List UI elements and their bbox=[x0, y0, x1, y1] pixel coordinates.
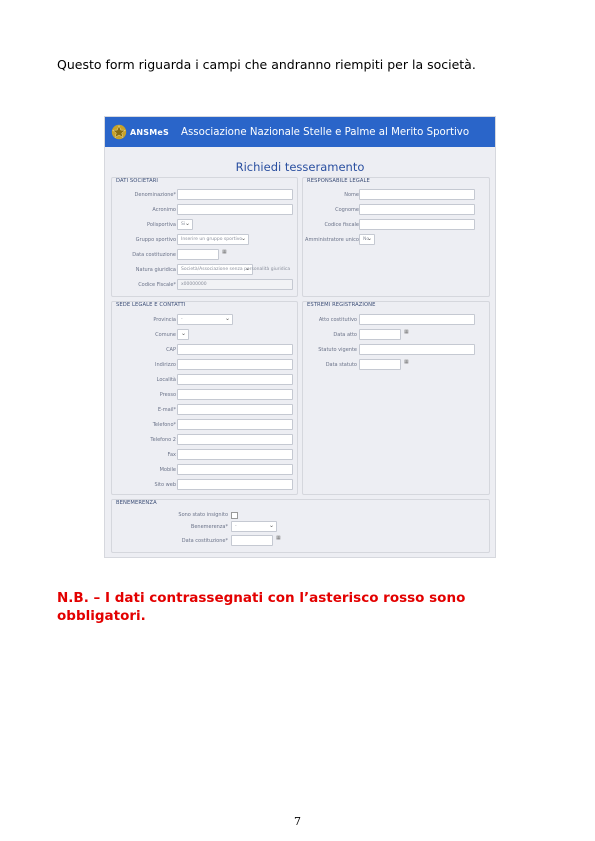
panel-responsabile-legale bbox=[302, 177, 490, 297]
field-label: Sono stato insignito bbox=[178, 512, 228, 518]
codice-fiscale-input[interactable]: x00000000 bbox=[177, 279, 293, 290]
field-label: Località bbox=[156, 377, 176, 383]
calendar-icon[interactable]: ▦ bbox=[222, 249, 227, 255]
comune-select[interactable] bbox=[177, 329, 189, 340]
panel-estremi-registrazione bbox=[302, 301, 490, 495]
nome-input[interactable] bbox=[359, 189, 475, 200]
field-label: Data costituzione bbox=[132, 252, 176, 258]
field-label: Acronimo bbox=[152, 207, 176, 213]
field-label: Amministratore unico bbox=[305, 237, 359, 243]
cap-input[interactable] bbox=[177, 344, 293, 355]
telefono-input[interactable] bbox=[177, 419, 293, 430]
field-label: Data statuto bbox=[325, 362, 357, 368]
logo bbox=[111, 124, 175, 140]
field-label: Indirizzo bbox=[155, 362, 176, 368]
form-screenshot bbox=[104, 116, 496, 558]
field-label: Benemerenza* bbox=[190, 524, 228, 530]
field-label: Fax bbox=[167, 452, 176, 458]
data-atto-input[interactable] bbox=[359, 329, 401, 340]
localita-input[interactable] bbox=[177, 374, 293, 385]
star-emblem-icon bbox=[111, 124, 127, 140]
presso-input[interactable] bbox=[177, 389, 293, 400]
intro-text: Questo form riguarda i campi che andranno riempiti per la società. bbox=[57, 57, 476, 72]
acronimo-input[interactable] bbox=[177, 204, 293, 215]
logo-text: ANSMeS bbox=[130, 127, 169, 137]
field-label: Codice fiscale bbox=[324, 222, 359, 228]
fax-input[interactable] bbox=[177, 449, 293, 460]
panel-dati-societari bbox=[111, 177, 298, 297]
data-costituzione-benemerenza-input[interactable] bbox=[231, 535, 273, 546]
field-label: Telefono* bbox=[152, 422, 176, 428]
field-label: Natura giuridica bbox=[135, 267, 176, 273]
telefono-2-input[interactable] bbox=[177, 434, 293, 445]
sito-web-input[interactable] bbox=[177, 479, 293, 490]
panel-title: ESTREMI REGISTRAZIONE bbox=[307, 302, 376, 308]
polisportiva-select[interactable]: Si ⌄ bbox=[177, 219, 193, 230]
field-label: Denominazione* bbox=[134, 192, 176, 198]
field-label: Statuto vigente bbox=[318, 347, 357, 353]
provincia-select[interactable]: - ⌄ bbox=[177, 314, 233, 325]
org-name: Associazione Nazionale Stelle e Palme al Merito Sportivo bbox=[181, 126, 470, 138]
denominazione-input[interactable] bbox=[177, 189, 293, 200]
panel-benemerenza bbox=[111, 499, 490, 553]
header-banner bbox=[105, 117, 495, 147]
field-label: Codice Fiscale* bbox=[138, 282, 176, 288]
natura-giuridica-select[interactable]: Società/Associazione senza personalità giuridica ⌄ bbox=[177, 264, 253, 275]
statuto-vigente-input[interactable] bbox=[359, 344, 475, 355]
data-statuto-input[interactable] bbox=[359, 359, 401, 370]
field-label: Provincia bbox=[153, 317, 176, 323]
data-costituzione-input[interactable] bbox=[177, 249, 219, 260]
field-label: Comune bbox=[155, 332, 176, 338]
calendar-icon[interactable]: ▦ bbox=[404, 359, 409, 365]
field-label: Presso bbox=[159, 392, 176, 398]
indirizzo-input[interactable] bbox=[177, 359, 293, 370]
cognome-input[interactable] bbox=[359, 204, 475, 215]
gruppo-sportivo-select[interactable]: Inserire un gruppo sportivo ⌄ bbox=[177, 234, 249, 245]
panel-title: SEDE LEGALE E CONTATTI bbox=[116, 302, 186, 308]
page-number: 7 bbox=[294, 815, 301, 828]
field-label: Sito web bbox=[154, 482, 176, 488]
form-title: Richiedi tesseramento bbox=[235, 160, 365, 174]
mobile-input[interactable] bbox=[177, 464, 293, 475]
panel-title: RESPONSABILE LEGALE bbox=[307, 178, 370, 184]
amministratore-unico-select[interactable]: No ⌄ bbox=[359, 234, 375, 245]
calendar-icon[interactable]: ▦ bbox=[404, 329, 409, 335]
codice-fiscale-resp-input[interactable] bbox=[359, 219, 475, 230]
field-label: Telefono 2 bbox=[150, 437, 176, 443]
field-label: Mobile bbox=[159, 467, 176, 473]
field-label: Data costituzione* bbox=[181, 538, 228, 544]
field-label: Polisportiva bbox=[147, 222, 176, 228]
field-label: Atto costitutivo bbox=[318, 317, 357, 323]
panel-title: BENEMERENZA bbox=[116, 500, 157, 506]
field-label: CAP bbox=[166, 347, 176, 353]
benemerenza-select[interactable]: - ⌄ bbox=[231, 521, 277, 532]
calendar-icon[interactable]: ▦ bbox=[276, 535, 281, 541]
insignito-checkbox[interactable] bbox=[231, 512, 238, 519]
field-label: Nome bbox=[344, 192, 359, 198]
field-label: E-mail* bbox=[157, 407, 176, 413]
email-input[interactable] bbox=[177, 404, 293, 415]
panel-sede-legale bbox=[111, 301, 298, 495]
field-label: Cognome bbox=[335, 207, 359, 213]
mandatory-fields-note: N.B. – I dati contrassegnati con l’asterisco rosso sono obbligatori. bbox=[57, 590, 466, 624]
panel-title: DATI SOCIETARI bbox=[116, 178, 159, 184]
field-label: Gruppo sportivo bbox=[135, 237, 176, 243]
atto-costitutivo-input[interactable] bbox=[359, 314, 475, 325]
field-label: Data atto bbox=[333, 332, 357, 338]
